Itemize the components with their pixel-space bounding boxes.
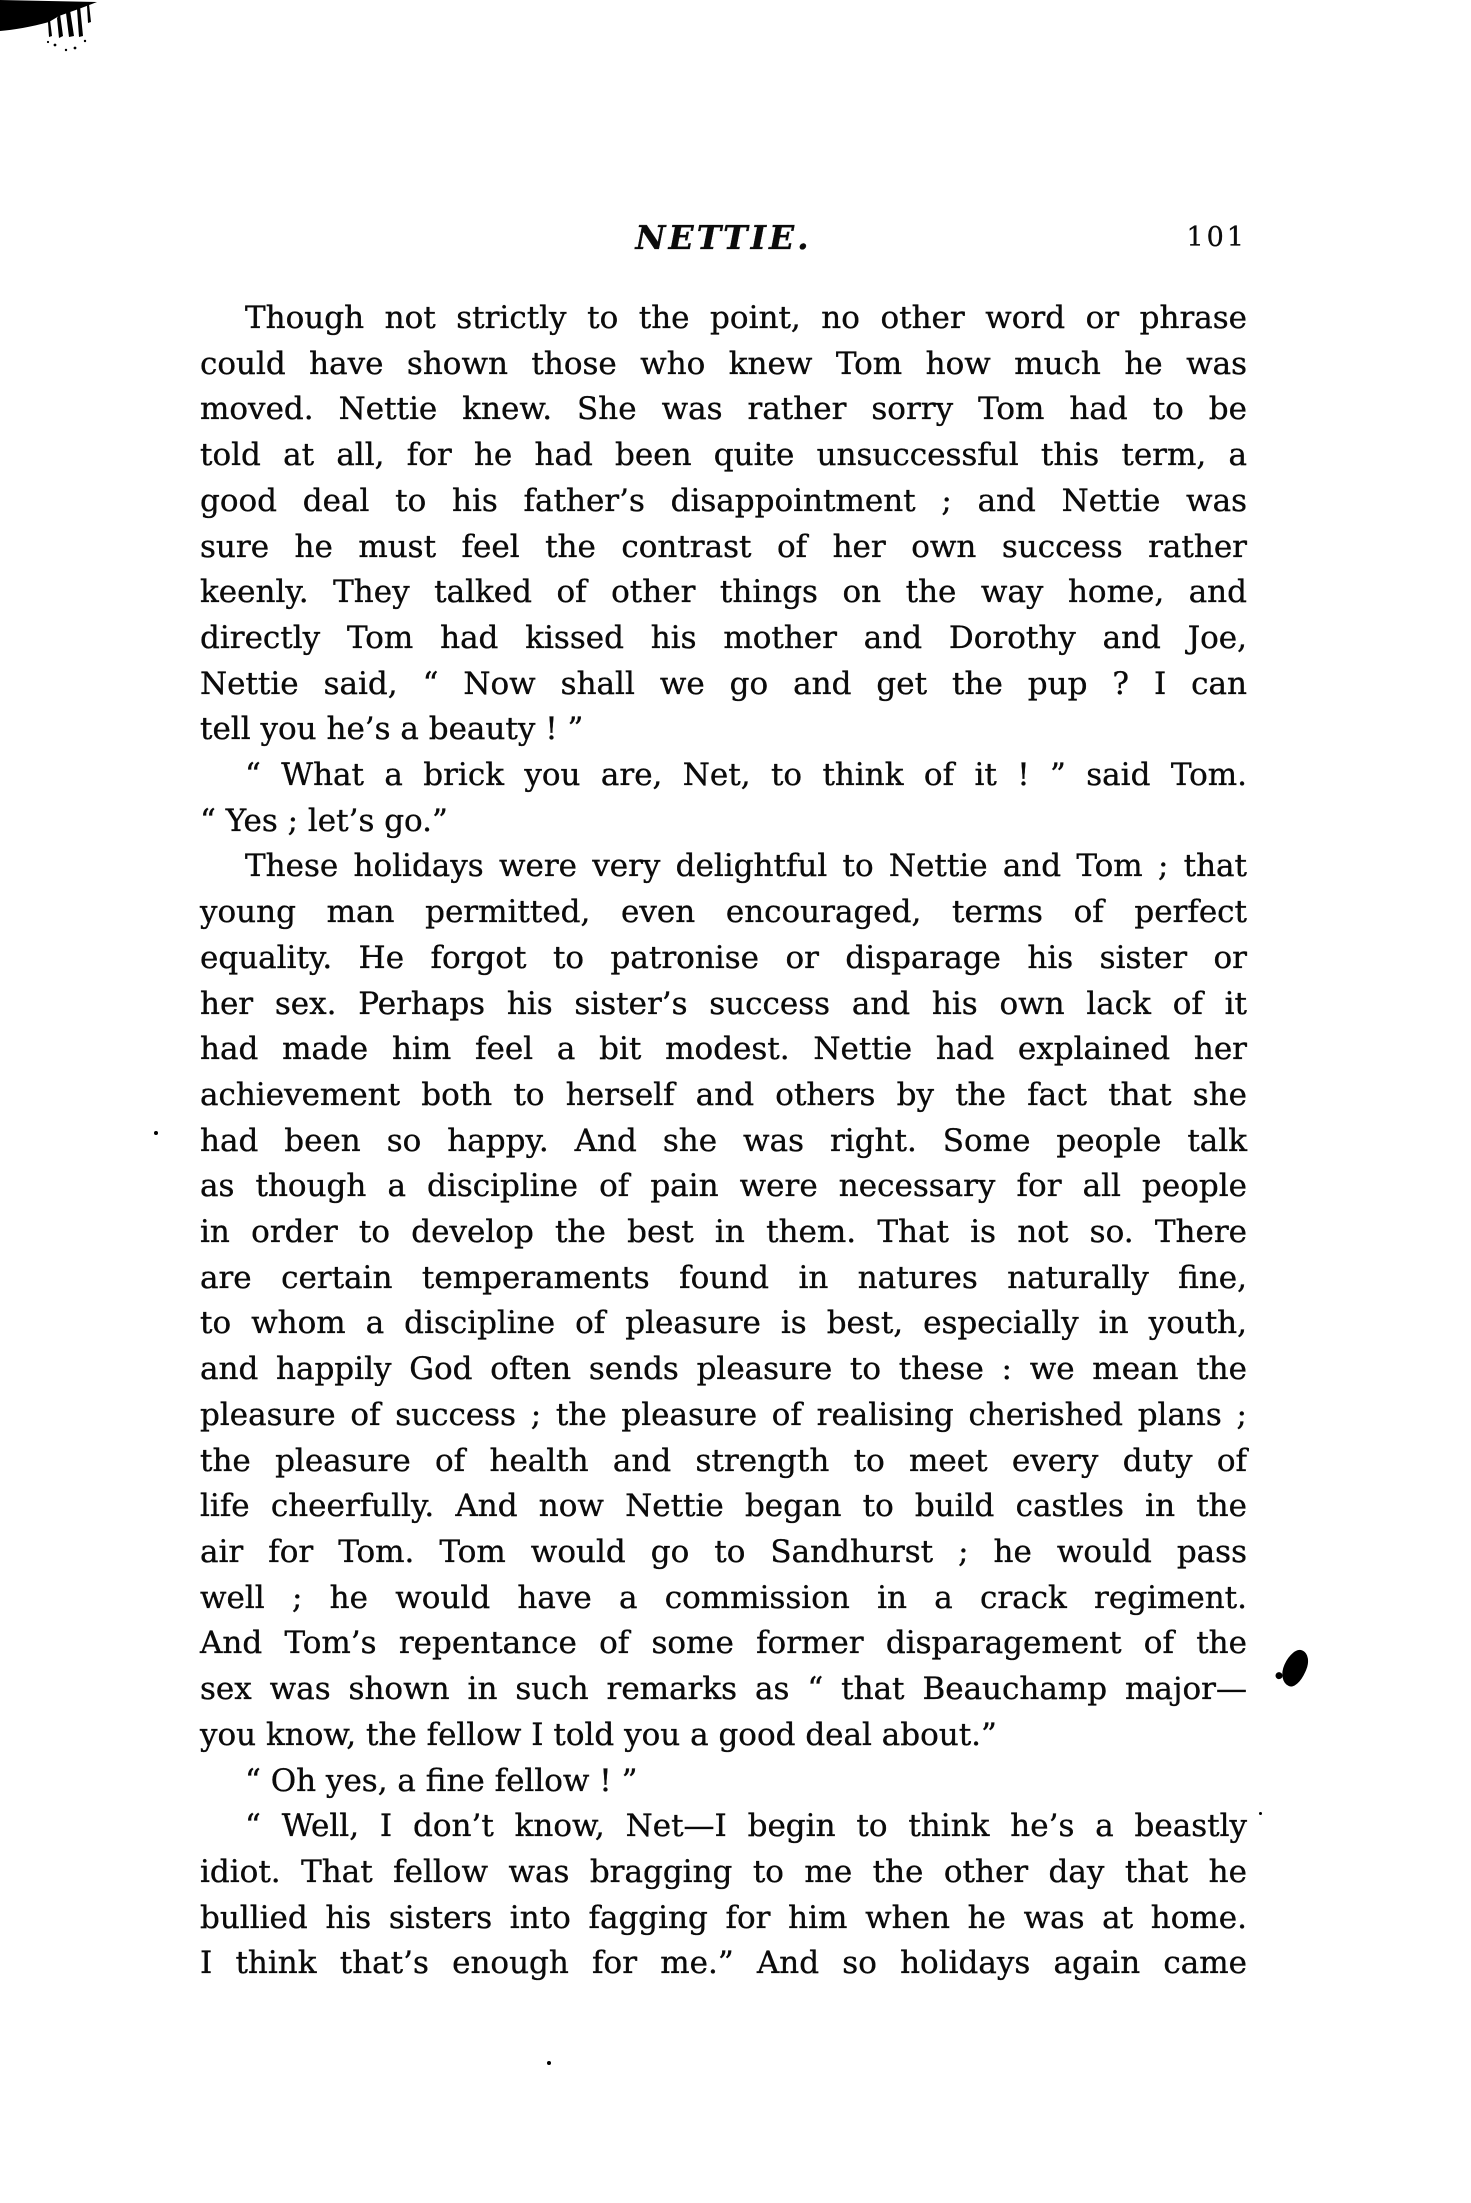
text-line: directly Tom had kissed his mother and Dorothy and Joe,: [200, 619, 1247, 656]
ink-blot-right-margin: [1277, 1646, 1313, 1690]
text-line: sure he must feel the contrast of her own success rather: [200, 528, 1247, 565]
text-line: life cheerfully. And now Nettie began to build castles in the: [200, 1488, 1247, 1525]
text-line: good deal to his father’s disappointment ; and Nettie was: [200, 482, 1247, 519]
text-line: and happily God often sends pleasure to these : we mean the: [200, 1351, 1247, 1388]
text-line: “ Well, I don’t know, Net—I begin to think he’s a beastly: [245, 1808, 1247, 1845]
text-line: keenly. They talked of other things on the way home, and: [200, 574, 1247, 611]
page-number: 101: [1186, 222, 1247, 253]
running-head: [200, 218, 1247, 257]
scan-speck: [1259, 1812, 1262, 1815]
scan-speck: [154, 1131, 158, 1135]
text-line: well ; he would have a commission in a crack regiment.: [200, 1579, 1247, 1616]
text-line: are certain temperaments found in natures naturally fine,: [200, 1259, 1247, 1296]
page-title: NETTIE.: [635, 218, 812, 257]
text-line: her sex. Perhaps his sister’s success and his own lack of it: [200, 985, 1247, 1022]
text-line: you know, the fellow I told you a good deal about.”: [200, 1716, 997, 1753]
text-line: pleasure of success ; the pleasure of realising cherished plans ;: [200, 1396, 1247, 1433]
text-line: air for Tom. Tom would go to Sandhurst ; he would pass: [200, 1533, 1247, 1570]
text-line: tell you he’s a beauty ! ”: [200, 711, 584, 748]
text-line: bullied his sisters into fagging for him when he was at home.: [200, 1899, 1247, 1936]
text-line: I think that’s enough for me.” And so holidays again came: [200, 1945, 1247, 1982]
text-line: to whom a discipline of pleasure is best, especially in youth,: [200, 1305, 1247, 1342]
text-line: moved. Nettie knew. She was rather sorry Tom had to be: [200, 391, 1247, 428]
text-line: had made him feel a bit modest. Nettie had explained her: [200, 1031, 1247, 1068]
text-line: “ What a brick you are, Net, to think of it ! ” said Tom.: [245, 757, 1247, 794]
text-line: told at all, for he had been quite unsuccessful this term, a: [200, 437, 1247, 474]
scan-speck: [547, 2061, 551, 2065]
text-line: “ Yes ; let’s go.”: [200, 802, 448, 839]
text-line: the pleasure of health and strength to meet every duty of: [200, 1442, 1247, 1479]
ink-smudge: [0, 0, 112, 62]
text-line: in order to develop the best in them. That is not so. There: [200, 1214, 1247, 1251]
text-line: equality. He forgot to patronise or disparage his sister or: [200, 939, 1247, 976]
text-line: as though a discipline of pain were necessary for all people: [200, 1168, 1247, 1205]
text-line: could have shown those who knew Tom how much he was: [200, 345, 1247, 382]
text-line: had been so happy. And she was right. Some people talk: [200, 1122, 1247, 1159]
text-line: sex was shown in such remarks as “ that Beauchamp major—: [200, 1671, 1247, 1708]
text-line: Nettie said, “ Now shall we go and get the pup ? I can: [200, 665, 1247, 702]
text-line: And Tom’s repentance of some former disparagement of the: [200, 1625, 1247, 1662]
text-line: “ Oh yes, a fine fellow ! ”: [245, 1762, 638, 1799]
text-line: These holidays were very delightful to Nettie and Tom ; that: [245, 848, 1247, 885]
text-line: Though not strictly to the point, no other word or phrase: [245, 300, 1247, 336]
text-line: idiot. That fellow was bragging to me the other day that he: [200, 1853, 1247, 1890]
page-text: [200, 296, 1247, 1987]
text-line: achievement both to herself and others by the fact that she: [200, 1076, 1247, 1113]
text-line: young man permitted, even encouraged, terms of perfect: [200, 894, 1247, 931]
